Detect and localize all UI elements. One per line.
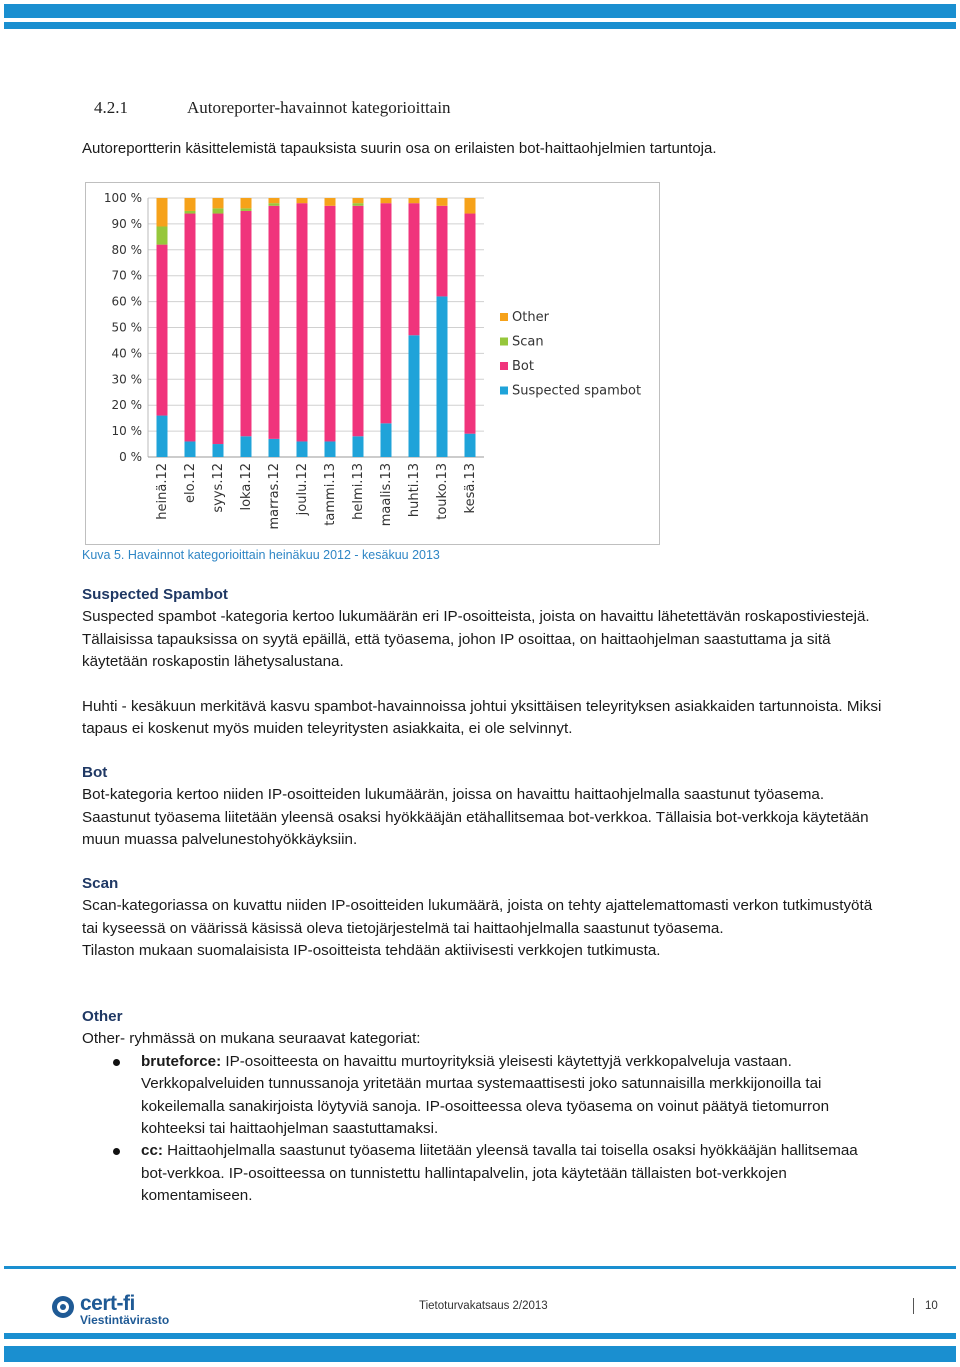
x-tick-label: loka.12 (239, 463, 254, 511)
text-bruteforce: IP-osoitteesta on havaittu murtoyrityksiä yleisesti käytettyjä verkkopalveluja vastaan. Verkkopalveluiden tunnussanoja yritetään murtaa systemaattisesti joko satunnaisilla merkkijonoilla tai kokeilemalla sanakirjoista löytyviä sanoja. IP-osoitteessa oleva työasema on voinut päätyä tietomurron kohteeksi tai haittaohjelman saastuttamaksi. (141, 1052, 830, 1138)
bar-segment (409, 335, 420, 457)
y-tick-label: 60 % (111, 294, 142, 309)
section-title-bot: Bot (82, 764, 108, 781)
bar-segment (241, 211, 252, 436)
cert-fi-logo (52, 1294, 192, 1328)
section-title-other: Other (82, 1008, 123, 1025)
bar-segment (269, 203, 280, 206)
bullet-icon (113, 1148, 120, 1155)
bar-segment (185, 214, 196, 442)
footer-divider (4, 1266, 956, 1269)
x-tick-label: maalis.13 (379, 463, 394, 527)
figure-caption: Kuva 5. Havainnot kategorioittain heinäkuu 2012 - kesäkuu 2013 (82, 548, 440, 562)
section-other (82, 1006, 882, 1208)
list-item-cc (82, 1140, 882, 1207)
bar-segment (437, 296, 448, 457)
bar-segment (157, 416, 168, 457)
footer-separator (913, 1298, 914, 1314)
bot-paragraph-1: Bot-kategoria kertoo niiden IP-osoitteiden lukumäärän, joissa on havaittu haittaohjelmalla saastunut työasema. Saastunut työasema liitetään yleensä osaksi hyökkääjän etähallitsemaa bot-verkkoa. Tällaisia bot-verkkoja käytetään muun muassa palvelunestohyökkäyksiin. (82, 786, 869, 849)
legend-label: Bot (512, 359, 534, 374)
y-tick-label: 30 % (111, 372, 142, 387)
x-tick-label: kesä.13 (463, 463, 478, 514)
spambot-paragraph-2: Huhti - kesäkuun merkitävä kasvu spambot-havainnoissa johtui yksittäisen teleyrityksen asiakkaiden tartunnoista. Miksi tapaus ei koskenut myös muiden teleyritysten asiakkaita, ei ole selvinnyt. (82, 697, 882, 738)
bar-segment (353, 436, 364, 457)
scan-paragraph-1: Scan-kategoriassa on kuvattu niiden IP-osoitteiden lukumäärä, joista on tehty ajattelemattomasti verkon tutkimustyötä tai kyseessä on väärissä käsissä oleva tietojärjestelmä tai haittaohjelmalla saastunut työasema. (82, 897, 873, 937)
bar-segment (269, 439, 280, 457)
bar-segment (297, 203, 308, 441)
y-tick-label: 80 % (111, 242, 142, 257)
page-number: 10 (925, 1300, 938, 1312)
section-scan (82, 873, 882, 963)
bar-segment (465, 198, 476, 214)
globe-icon (52, 1296, 74, 1318)
bar-segment (465, 214, 476, 434)
x-tick-label: syys.12 (211, 463, 226, 513)
x-tick-label: touko.13 (435, 463, 450, 520)
bar-segment (297, 441, 308, 457)
bar-segment (381, 203, 392, 423)
x-tick-label: helmi.13 (351, 463, 366, 520)
spambot-paragraph-1: Suspected spambot -kategoria kertoo lukumäärän eri IP-osoitteista, joista on havaittu lähetettävän roskapostiviestejä. Tällaisissa tapauksissa on syytä epäillä, että työasema, johon IP osoittaa, on haittaohjelman saastuttama ja sitä käytetään roskapostin lähetysalustana. (82, 608, 870, 671)
x-tick-label: marras.12 (267, 463, 282, 530)
bottom-banner-stripe (4, 1346, 956, 1362)
y-tick-label: 20 % (111, 398, 142, 413)
y-tick-label: 90 % (111, 216, 142, 231)
list-item-bruteforce (82, 1051, 882, 1141)
heading-text: Autoreporter-havainnot kategorioittain (187, 98, 451, 117)
bar-segment (269, 206, 280, 439)
term-bruteforce: bruteforce: (141, 1052, 222, 1070)
bar-segment (157, 226, 168, 244)
bar-segment (297, 198, 308, 203)
x-tick-label: tammi.13 (323, 463, 338, 526)
top-banner-stripe-thin (4, 22, 956, 29)
bar-segment (325, 206, 336, 442)
legend-swatch (500, 362, 508, 370)
other-paragraph-1: Other- ryhmässä on mukana seuraavat kategoriat: (82, 1030, 421, 1048)
legend-label: Scan (512, 334, 544, 350)
bar-segment (353, 203, 364, 206)
bar-segment (381, 423, 392, 457)
bar-segment (465, 434, 476, 457)
bar-segment (353, 198, 364, 203)
bar-segment (213, 214, 224, 445)
bar-segment (157, 245, 168, 416)
bar-segment (213, 208, 224, 213)
bar-segment (185, 441, 196, 457)
y-tick-label: 70 % (111, 268, 142, 283)
top-banner (0, 0, 960, 34)
bar-segment (241, 436, 252, 457)
legend-swatch (500, 387, 508, 395)
legend-label: Suspected spambot (512, 383, 642, 399)
text-cc: Haittaohjelmalla saastunut työasema liitetään yleensä tavalla tai toisella osaksi hyökkääjän hallitsemaa bot-verkkoa. IP-osoitteessa on tunnistettu hallintapalvelin, jota käytetään tällaisten bot-verkkojen komentamiseen. (141, 1142, 858, 1205)
x-tick-label: elo.12 (183, 463, 198, 504)
bar-segment (325, 198, 336, 206)
y-tick-label: 0 % (119, 450, 142, 464)
section-title-scan: Scan (82, 875, 119, 892)
y-tick-label: 50 % (111, 320, 142, 335)
top-banner-stripe (4, 4, 956, 18)
y-tick-label: 40 % (111, 346, 142, 361)
footer-publication-title: Tietoturvakatsaus 2/2013 (419, 1300, 548, 1312)
bar-segment (325, 441, 336, 457)
heading-number: 4.2.1 (94, 98, 128, 117)
bar-segment (185, 198, 196, 211)
bar-segment (213, 444, 224, 457)
section-bot (82, 762, 882, 852)
bar-segment (185, 211, 196, 214)
y-tick-label: 10 % (111, 424, 142, 439)
intro-paragraph: Autoreportterin käsittelemistä tapauksista suurin osa on erilaisten bot-haittaohjelmien tartuntoja. (82, 140, 717, 157)
section-title-spambot: Suspected Spambot (82, 586, 228, 603)
section-heading (94, 98, 451, 118)
bar-segment (213, 198, 224, 208)
bullet-icon (113, 1059, 120, 1066)
bar-segment (437, 206, 448, 297)
legend-swatch (500, 313, 508, 321)
logo-org: Viestintävirasto (80, 1313, 170, 1327)
scan-paragraph-2: Tilaston mukaan suomalaisista IP-osoitteista tehdään aktiivisesti verkkojen tutkimusta. (82, 942, 661, 960)
bar-segment (381, 198, 392, 203)
bar-segment (241, 208, 252, 211)
category-chart (85, 182, 660, 545)
bar-segment (409, 203, 420, 335)
bar-segment (241, 198, 252, 208)
x-tick-label: joulu.12 (295, 463, 310, 516)
bar-segment (269, 198, 280, 203)
bar-segment (409, 198, 420, 203)
bar-segment (157, 198, 168, 226)
y-tick-label: 100 % (103, 191, 142, 205)
term-cc: cc: (141, 1142, 163, 1160)
section-spambot (82, 584, 882, 740)
legend-label: Other (512, 310, 549, 325)
legend-swatch (500, 338, 508, 346)
other-category-list (82, 1051, 882, 1208)
x-tick-label: heinä.12 (155, 463, 170, 520)
bar-segment (437, 198, 448, 206)
bottom-banner-stripe-thin (4, 1333, 956, 1339)
x-tick-label: huhti.13 (407, 463, 422, 518)
bar-segment (353, 206, 364, 437)
logo-brand: cert-fi (80, 1292, 135, 1315)
chart-svg (86, 183, 659, 544)
